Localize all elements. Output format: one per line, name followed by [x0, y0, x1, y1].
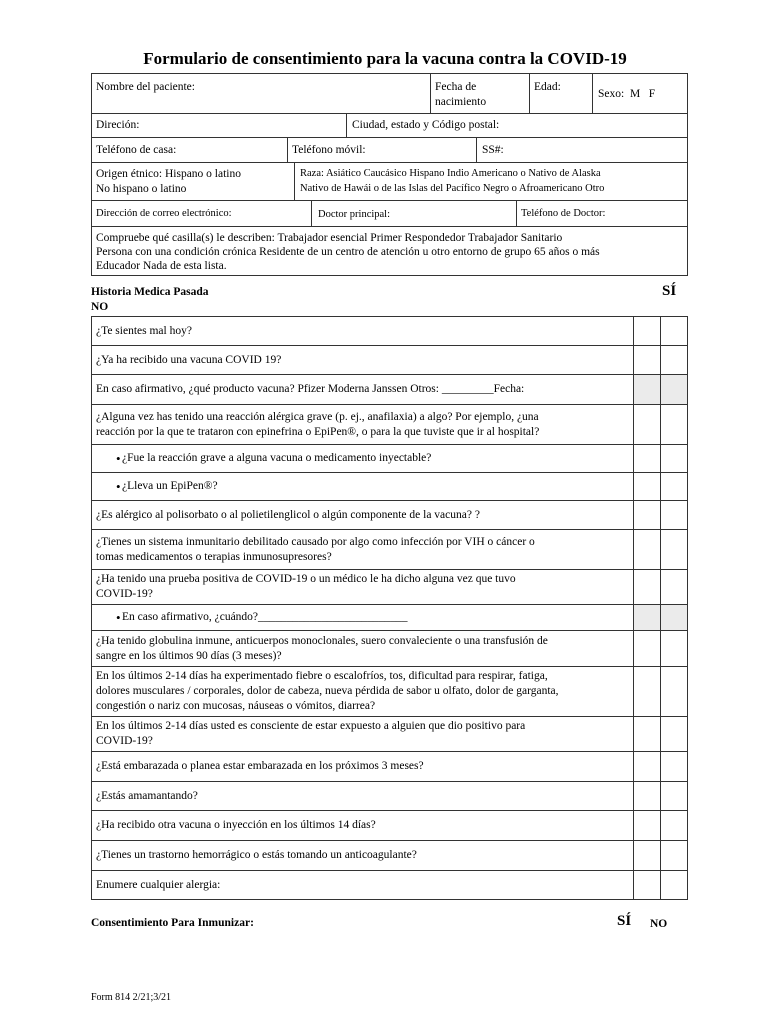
- question-text: [92, 375, 634, 405]
- row-address: [91, 113, 688, 138]
- patient-name-field[interactable]: Nombre del paciente:: [96, 81, 195, 93]
- history-heading: Historia Medica Pasada: [91, 286, 209, 298]
- answer-si-checkbox: [634, 375, 661, 405]
- answer-si-checkbox[interactable]: [634, 752, 661, 782]
- answer-si-checkbox[interactable]: [634, 782, 661, 811]
- question-text: [92, 871, 634, 900]
- question-row: [92, 445, 688, 473]
- answer-si-checkbox[interactable]: [634, 570, 661, 605]
- dob-label-2: nacimiento: [435, 96, 487, 108]
- answer-no-checkbox[interactable]: [661, 346, 688, 375]
- row-categories: [91, 226, 688, 276]
- question-row: [92, 631, 688, 667]
- bullet-icon: •: [116, 609, 121, 625]
- question-text: [92, 445, 634, 473]
- category-line-3[interactable]: Educador Nada de esta lista.: [96, 260, 227, 272]
- primary-doctor-field[interactable]: Doctor principal:: [318, 209, 391, 220]
- question-line: sangre en los últimos 90 días (3 meses)?: [96, 649, 282, 662]
- question-line: ¿Tienes un trastorno hemorrágico o estás tomando un anticoagulante?: [96, 849, 417, 861]
- question-text: [92, 811, 634, 841]
- doctor-phone-field[interactable]: Teléfono de Doctor:: [521, 208, 606, 219]
- history-no-label: NO: [91, 301, 109, 313]
- question-text: [92, 570, 634, 605]
- answer-si-checkbox[interactable]: [634, 405, 661, 445]
- question-row: [92, 667, 688, 717]
- question-line: ¿Ya ha recibido una vacuna COVID 19?: [96, 353, 282, 366]
- question-text: [92, 667, 634, 717]
- question-text: [92, 841, 634, 871]
- question-text: [92, 317, 634, 346]
- question-row: [92, 752, 688, 782]
- question-text: [92, 631, 634, 667]
- question-text: [92, 605, 634, 631]
- answer-no-checkbox[interactable]: [661, 752, 688, 782]
- answer-si-checkbox[interactable]: [634, 871, 661, 900]
- question-line: dolores musculares / corporales, dolor de cabeza, nueva pérdida de sabor u olfato, dolor de garganta,: [96, 685, 559, 697]
- question-row: [92, 501, 688, 530]
- question-line: COVID-19?: [96, 735, 153, 747]
- question-text: [92, 405, 634, 445]
- question-line: congestión o nariz con mucosas, náuseas o vómitos, diarrea?: [96, 700, 376, 712]
- question-row: [92, 317, 688, 346]
- question-row: [92, 530, 688, 570]
- question-row: [92, 405, 688, 445]
- history-si-label: SÍ: [662, 283, 677, 299]
- answer-si-checkbox[interactable]: [634, 667, 661, 717]
- answer-no-checkbox[interactable]: [661, 445, 688, 473]
- question-row: [92, 605, 688, 631]
- category-line-1[interactable]: Compruebe qué casilla(s) le describen: Trabajador esencial Primer Respondedor Trabajador Sanitario: [96, 232, 563, 244]
- question-text: [92, 501, 634, 530]
- answer-no-checkbox[interactable]: [661, 530, 688, 570]
- answer-no-checkbox[interactable]: [661, 317, 688, 346]
- answer-si-checkbox: [634, 605, 661, 631]
- answer-si-checkbox[interactable]: [634, 317, 661, 346]
- address-field[interactable]: Direción:: [96, 119, 140, 131]
- answer-no-checkbox[interactable]: [661, 811, 688, 841]
- question-text: [92, 530, 634, 570]
- question-line: En los últimos 2-14 días usted es consciente de estar expuesto a alguien que dio positivo para: [96, 720, 526, 732]
- answer-si-checkbox[interactable]: [634, 501, 661, 530]
- question-line: ¿Ha recibido otra vacuna o inyección en los últimos 14 días?: [96, 819, 376, 831]
- question-row: [92, 346, 688, 375]
- question-text: [92, 752, 634, 782]
- row-ethnicity-race: [91, 162, 688, 201]
- race-line-1[interactable]: Raza: Asiático Caucásico Hispano Indio Americano o Nativo de Alaska: [300, 168, 601, 179]
- home-phone-field[interactable]: Teléfono de casa:: [96, 144, 177, 156]
- answer-no-checkbox[interactable]: [661, 631, 688, 667]
- question-line: reacción por la que te trataron con epinefrina o EpiPen®, o para la que tuviste que ir al hospital?: [96, 425, 540, 438]
- answer-no-checkbox[interactable]: [661, 841, 688, 871]
- question-line: ¿Estás amamantando?: [96, 789, 198, 802]
- bullet-icon: •: [116, 450, 121, 466]
- answer-si-checkbox[interactable]: [634, 530, 661, 570]
- answer-si-checkbox[interactable]: [634, 346, 661, 375]
- consent-label: Consentimiento Para Inmunizar:: [91, 917, 254, 929]
- race-line-2[interactable]: Nativo de Hawái o de las Islas del Pacífico Negro o Afroamericano Otro: [300, 183, 605, 194]
- question-text: [92, 473, 634, 501]
- ethnicity-line-2[interactable]: No hispano o latino: [96, 183, 187, 195]
- question-line: ¿Lleva un EpiPen®?: [122, 480, 218, 492]
- question-row: [92, 811, 688, 841]
- consent-si-option[interactable]: SÍ: [617, 913, 632, 929]
- answer-no-checkbox[interactable]: [661, 782, 688, 811]
- question-row: [92, 570, 688, 605]
- city-state-zip-field[interactable]: Ciudad, estado y Código postal:: [352, 119, 500, 131]
- consent-no-option[interactable]: NO: [650, 918, 668, 930]
- question-row: [92, 871, 688, 900]
- answer-si-checkbox[interactable]: [634, 445, 661, 473]
- question-line: Enumere cualquier alergia:: [96, 878, 221, 891]
- sex-field[interactable]: Sexo: M F: [598, 88, 656, 100]
- answer-no-checkbox[interactable]: [661, 570, 688, 605]
- form-title: Formulario de consentimiento para la vacuna contra la COVID-19: [143, 49, 627, 68]
- answer-no-checkbox: [661, 375, 688, 405]
- ssn-field[interactable]: SS#:: [482, 144, 504, 156]
- question-line: ¿Alguna vez has tenido una reacción alérgica grave (p. ej., anafilaxia) a algo? Por ejemplo, ¿una: [96, 410, 539, 423]
- question-line: En caso afirmativo, ¿cuándo?__________________________: [122, 611, 408, 623]
- mobile-phone-field[interactable]: Teléfono móvil:: [292, 144, 366, 156]
- question-line: ¿Tienes un sistema inmunitario debilitado causado por algo como infección por VIH o cáncer o: [96, 535, 535, 548]
- bullet-icon: •: [116, 478, 121, 494]
- age-field[interactable]: Edad:: [534, 81, 561, 93]
- form-number: Form 814 2/21;3/21: [91, 992, 172, 1003]
- answer-no-checkbox: [661, 605, 688, 631]
- question-line: ¿Ha tenido una prueba positiva de COVID-19 o un médico le ha dicho alguna vez que tuvo: [96, 573, 516, 585]
- question-text: [92, 717, 634, 752]
- question-text: [92, 782, 634, 811]
- question-row: [92, 841, 688, 871]
- question-row: [92, 782, 688, 811]
- row-name: [91, 73, 688, 114]
- question-line: ¿Está embarazada o planea estar embarazada en los próximos 3 meses?: [96, 760, 424, 772]
- answer-si-checkbox[interactable]: [634, 717, 661, 752]
- answer-no-checkbox[interactable]: [661, 871, 688, 900]
- row-email-doctor: [91, 200, 688, 227]
- question-row: [92, 375, 688, 405]
- answer-si-checkbox[interactable]: [634, 841, 661, 871]
- answer-no-checkbox[interactable]: [661, 667, 688, 717]
- question-text: [92, 346, 634, 375]
- answer-si-checkbox[interactable]: [634, 811, 661, 841]
- question-line: ¿Fue la reacción grave a alguna vacuna o medicamento inyectable?: [122, 452, 432, 464]
- category-line-2[interactable]: Persona con una condición crónica Residente de un centro de atención u otro entorno de grupo 65 años o más: [96, 246, 600, 258]
- question-line: ¿Ha tenido globulina inmune, anticuerpos monoclonales, suero convaleciente o una transfusión de: [96, 634, 548, 647]
- answer-no-checkbox[interactable]: [661, 501, 688, 530]
- answer-no-checkbox[interactable]: [661, 717, 688, 752]
- question-row: [92, 473, 688, 501]
- row-phones: [91, 137, 688, 163]
- email-field[interactable]: Dirección de correo electrónico:: [96, 208, 232, 219]
- answer-no-checkbox[interactable]: [661, 405, 688, 445]
- answer-no-checkbox[interactable]: [661, 473, 688, 501]
- question-line: ¿Te sientes mal hoy?: [96, 324, 192, 337]
- question-line: En caso afirmativo, ¿qué producto vacuna? Pfizer Moderna Janssen Otros: _________Fecha:: [96, 383, 525, 395]
- answer-si-checkbox[interactable]: [634, 473, 661, 501]
- question-line: ¿Es alérgico al polisorbato o al polietilenglicol o algún componente de la vacuna? ?: [96, 508, 480, 521]
- question-row: [92, 717, 688, 752]
- ethnicity-line-1[interactable]: Origen étnico: Hispano o latino: [96, 168, 241, 180]
- dob-label-1: Fecha de: [435, 81, 477, 93]
- medical-history-table: [91, 316, 688, 900]
- question-line: tomas medicamentos o terapias inmunosupresores?: [96, 550, 332, 563]
- answer-si-checkbox[interactable]: [634, 631, 661, 667]
- question-line: COVID-19?: [96, 588, 153, 600]
- question-line: En los últimos 2-14 días ha experimentado fiebre o escalofríos, tos, dificultad para respirar, fatiga,: [96, 670, 548, 682]
